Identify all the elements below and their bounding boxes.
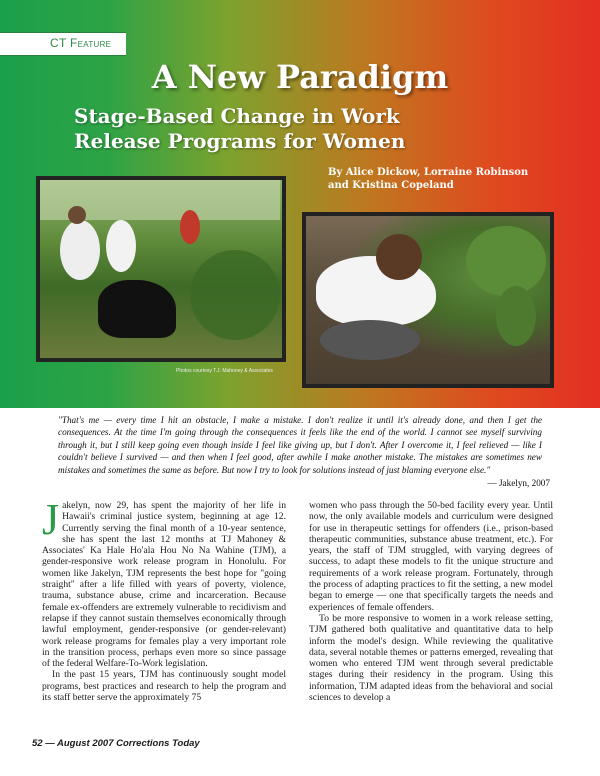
body-paragraph — [42, 495, 286, 670]
photo-woman-planting — [302, 212, 554, 388]
body-paragraph: To be more responsive to women in a work release setting, TJM gathered both qualitative and quantitative data to help inform the model's design. While reviewing the qualitative data, several notable themes or patterns emerged, revealing that women who entered TJM went through several predictable stages during their residency in the program. Using this information, TJM adapted ideas from the behavioral and social sciences to develop a — [309, 612, 553, 704]
byline-line-1: By Alice Dickow, Lorraine Robinson — [328, 167, 529, 178]
trash-bag — [98, 280, 176, 338]
body-paragraph: women who pass through the 50-bed facility every year. Until now, the only available models and curriculum were designed for use in therapeutic settings for offenders (i.e., prison-based therapeutic communities, substance abuse treatment, etc.). For years, the staff of TJM struggled, with varying degrees of success, to adapt these models to fit the unique structure and requirements of a work release program. Fortunately, through the process of adapting practices to fit the setting, a new model began to emerge — one that specifically targets the needs and experiences of female offenders. — [309, 500, 553, 613]
photo-women-gardening — [36, 176, 286, 362]
woman-figure-2 — [106, 220, 136, 272]
pull-quote: "That's me — every time I hit an obstacle, I make a mistake. I don't realize it until it's already done, and then I get the consequences. At the time I'm going through the consequences it feels like the end of the world. I cannot see myself surviving through it, but I still keep going even though inside I feel like giving up, but I don't. After I overcome it, I feel relieved — like I couldn't believe I survived — and then when I feel good, after awhile I make another mistake. The mistakes are sometimes new mistakes and sometimes the same as before. But now I try to look for solutions instead of just blaming everyone else." — [58, 415, 542, 475]
subtitle-line-2: Release Programs for Women — [74, 129, 406, 153]
section-tab-label: CT Feature — [50, 36, 112, 50]
byline — [328, 166, 528, 192]
paragraph-text: akelyn, now 29, has spent the majority of her life in Hawaii's criminal justice system, beginning at age 12. Currently serving the final month of a 10-year sentence, she has spent the last 12 months at TJ Mahoney & Associates' Ka Hale Ho'ala Hou No Na Wahine (TJM), a gender-responsive work release program in Honolulu. For women like Jakelyn, TJM represents the best hope for "going straight" after a life filled with years of poverty, violence, trauma, substance abuse, crime and incarceration. Because female ex-offenders are extremely vulnerable to recidivism and relapse if they cannot sustain themselves economically through lawful employment, gender-responsive (or gender-relevant) work release programs for females play a very important role in the transition process, perhaps even more so since passage of the federal Welfare-To-Work legislation. — [42, 500, 286, 670]
drop-cap: J — [42, 495, 60, 544]
body-column-1 — [42, 495, 286, 704]
foliage — [190, 250, 280, 340]
body-column-2 — [309, 500, 553, 703]
section-tab — [0, 32, 126, 56]
woman-figure-3 — [180, 210, 200, 244]
plant-stems — [496, 286, 536, 346]
photo-gardening-image — [40, 180, 282, 358]
photo-credit: Photos courtesy T.J. Mahoney & Associates — [176, 368, 273, 374]
photo-planting-image — [306, 216, 550, 384]
taro-leaves — [466, 226, 546, 296]
woman-pants — [320, 320, 420, 360]
woman-figure-1 — [60, 220, 100, 280]
page-footer: 52 — August 2007 Corrections Today — [32, 738, 200, 749]
article-title: A New Paradigm — [151, 58, 449, 96]
byline-line-2: and Kristina Copeland — [328, 180, 454, 191]
woman-head — [376, 234, 422, 280]
woman-head-1 — [68, 206, 86, 224]
article-subtitle — [74, 104, 405, 154]
subtitle-line-1: Stage-Based Change in Work — [74, 104, 400, 128]
quote-attribution: — Jakelyn, 2007 — [487, 478, 550, 488]
body-paragraph: In the past 15 years, TJM has continuously sought model programs, best practices and research to help the program and its staff better serve the approximately 75 — [42, 669, 286, 704]
